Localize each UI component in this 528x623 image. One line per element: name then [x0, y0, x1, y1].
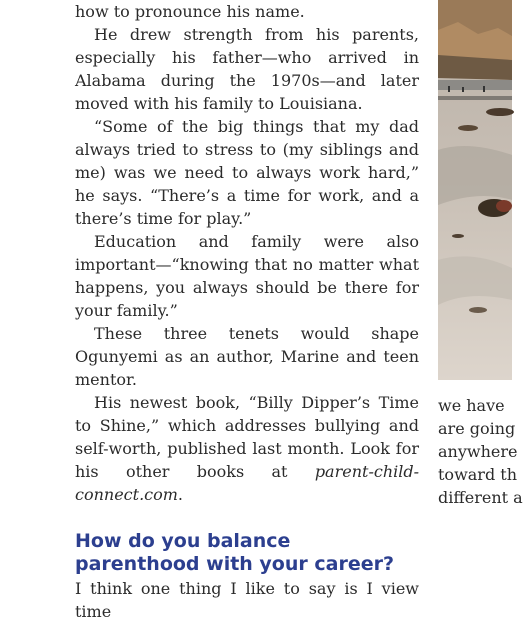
second-column-text: [438, 394, 528, 509]
paragraph: These three tenets would shape Ogunyemi as an author, Marine and teen mentor.: [75, 324, 419, 389]
text-line: are going: [438, 419, 516, 438]
paragraph-text: His newest book, “Billy Dipper’s Time to Shine,” which addresses bullying and self-worth, published last month. Look for his other books at: [75, 393, 419, 481]
paragraph: Education and family were also important—“knowing that no matter what happens, you always should be there for your family.”: [75, 232, 419, 320]
section-heading: How do you balance parenthood with your career?: [75, 530, 394, 575]
paragraph-end: .: [177, 485, 184, 504]
text-line: we have: [438, 396, 505, 415]
beach-photo: [438, 0, 512, 380]
website-link[interactable]: parent-child-connect.com: [75, 462, 419, 504]
text-line: toward th: [438, 465, 518, 484]
text-line: anywhere: [438, 442, 518, 461]
paragraph: I think one thing I like to say is I view time: [75, 579, 419, 621]
paragraph: how to pronounce his name.: [75, 2, 305, 21]
beach-photo-image: [438, 0, 512, 380]
paragraph: He drew strength from his parents, especially his father—who arrived in Alabama during the 1970s—and later moved with his family to Louisiana.: [75, 25, 419, 113]
article-column: [75, 0, 419, 623]
paragraph-book: [75, 391, 419, 506]
text-line: different a: [438, 488, 523, 507]
paragraph: “Some of the big things that my dad always tried to stress to (my siblings and me) was we need to always work hard,” he says. “There’s a time for work, and a there’s time for play.”: [75, 117, 419, 228]
